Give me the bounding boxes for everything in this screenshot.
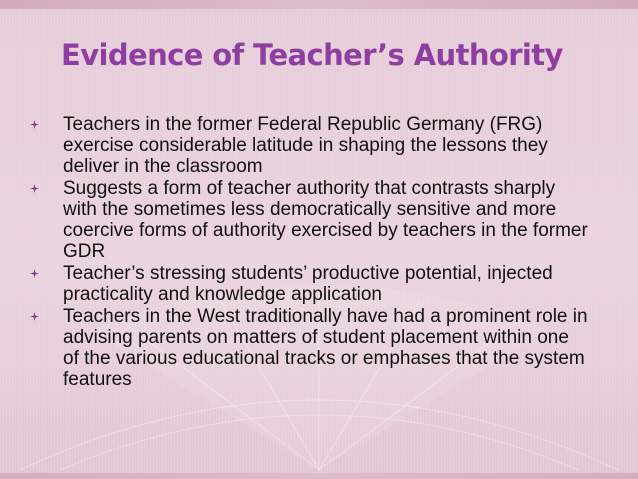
- bullet-text: Teachers in the West traditionally have had a prominent role in advising parents on matters of student placement within one of the various educational tracks or emphases that the system features: [63, 306, 588, 390]
- diamond-bullet-icon: [30, 312, 39, 321]
- bullet-text: Suggests a form of teacher authority that contrasts sharply with the sometimes less democratically sensitive and more coercive forms of authority exercised by teachers in the former GDR: [63, 178, 588, 262]
- diamond-bullet-icon: [30, 120, 39, 129]
- diamond-bullet-icon: [30, 269, 39, 278]
- slide-title: Evidence of Teacher’s Authority: [61, 38, 563, 72]
- bullet-item: [30, 306, 590, 390]
- bottom-decorative-stripe: [0, 473, 638, 479]
- bullet-list: [30, 114, 590, 391]
- bullet-item: [30, 178, 590, 262]
- bullet-item: [30, 114, 590, 177]
- diamond-bullet-icon: [30, 184, 39, 193]
- bullet-text: Teachers in the former Federal Republic Germany (FRG) exercise considerable latitude in shaping the lessons they deliver in the classroom: [63, 114, 548, 177]
- bullet-item: [30, 263, 590, 305]
- bullet-text: Teacher’s stressing students’ productive potential, injected practicality and knowledge application: [63, 263, 553, 305]
